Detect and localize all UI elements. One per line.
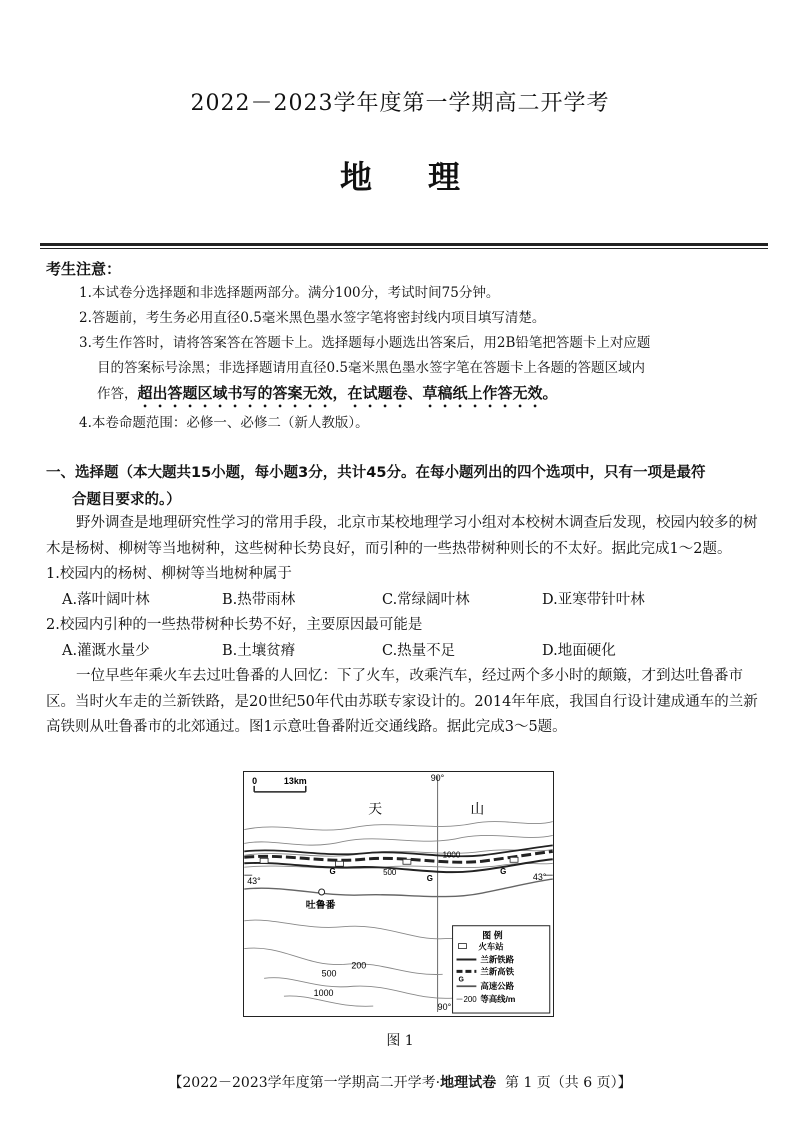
footer-right: 第 1 页（共 6 页）】 [505, 1075, 632, 1091]
section-heading-line2: 合题目要求的。） [72, 492, 181, 508]
q2-option-b: B.土壤贫瘠 [222, 642, 296, 659]
scale-zero: 0 [252, 775, 258, 786]
notice-heading: 考生注意： [46, 260, 122, 278]
figure-caption: 图 1 [386, 1033, 414, 1049]
section-heading-line1: 一、选择题（本大题共15小题，每小题3分，共计45分。在每小题列出的四个选项中，只有一项是最符 [46, 465, 706, 481]
notice-item-3-cont: 目的答案标号涂黑；非选择题请用直径0.5毫米黑色墨水签字笔在答题卡上各题的答题区域内 [97, 360, 645, 376]
q2-option-a: A.灌溉水量少 [62, 642, 150, 659]
contour-lower-3 [264, 978, 452, 999]
station-3 [403, 859, 411, 864]
legend-hsr-g: G [458, 976, 464, 984]
lat-label-right: 43° [532, 872, 547, 883]
passage-2: 一位早些年乘火车去过吐鲁番的人回忆：下了火车，改乘汽车，经过两个多小时的颠簸，才到达吐鲁番市区。当时火车走的兰新铁路，是20世纪50年代由苏联专家设计的。2014年年底，我国自行设计建成通车的兰新高铁则从吐鲁番市的北郊通过。图1示意吐鲁番附近交通线路。据此完成3～5题。 [46, 668, 758, 735]
turpan-city-label: 吐鲁番 [305, 899, 336, 911]
contour-label-1000: 1000 [442, 850, 461, 860]
footer-left: 【2022－2023学年度第一学期高二开学考· [168, 1075, 441, 1091]
g-label-3: G [500, 867, 507, 877]
section-heading [46, 460, 768, 514]
notice-item-1: 1.本试卷分选择题和非选择题两部分。满分100分，考试时间75分钟。 [79, 285, 500, 301]
figure-1-map [243, 771, 554, 1017]
legend-rail-label: 兰新铁路 [480, 954, 515, 965]
q1-option-d: D.亚寒带针叶林 [542, 591, 645, 608]
contour-label-200: 200 [351, 960, 367, 971]
lat-label-left: 43° [247, 876, 261, 887]
contour-lower-2 [244, 948, 442, 974]
footer-bold: 地理试卷 [440, 1075, 497, 1091]
contour-upper-2 [244, 835, 552, 845]
legend-contour-label: 等高线/m [480, 994, 516, 1005]
legend-contour-value: 200 [463, 995, 477, 1005]
legend-hsr-label: 兰新高铁 [480, 966, 515, 977]
question-2-options [46, 639, 768, 665]
notice-item-2: 2.答题前，考生务必用直径0.5毫米黑色墨水签字笔将密封线内项目填写清楚。 [79, 310, 546, 326]
legend-station-label: 火车站 [478, 941, 504, 952]
mountain-label-shan: 山 [470, 801, 485, 818]
g-label-2: G [426, 874, 433, 884]
notice-list [79, 281, 769, 436]
question-block [46, 511, 768, 741]
notice-item-3-cont2 [79, 381, 769, 411]
turpan-city-marker [319, 889, 325, 895]
passage-1: 野外调查是地理研究性学习的常用手段，北京市某校地理学习小组对本校树木调查后发现，校园内较多的树木是杨树、柳树等当地树种，这些树种长势良好，而引种的一些热带树种则长的不太好。据此完成1～2题。 [46, 515, 758, 557]
contour-label-500-low: 500 [321, 968, 337, 979]
q1-option-b: B.热带雨林 [222, 591, 296, 608]
subject-title: 地理 [339, 158, 516, 196]
q2-option-c: C.热量不足 [382, 642, 456, 659]
scale-end: 13km [283, 775, 307, 786]
legend-station-icon [459, 944, 467, 949]
legend-title: 图 例 [482, 930, 503, 941]
contour-500 [244, 879, 552, 896]
notice-emphasis: 超出答题区域书写的答案无效，在试题卷、草稿纸上作答无效。 [137, 384, 558, 402]
turpan-map-svg [244, 772, 553, 1016]
page-footer [0, 1072, 800, 1092]
g-label-1: G [329, 867, 336, 877]
rail-line [244, 859, 552, 872]
contour-label-1000-low: 1000 [313, 988, 334, 999]
lon-label-top: 90° [430, 772, 445, 783]
exam-title: 2022－2023学年度第一学期高二开学考 [190, 91, 610, 116]
station-4 [510, 857, 518, 862]
q1-option-a: A.落叶阔叶林 [62, 591, 150, 608]
notice-item-3-tail: 作答， [97, 386, 138, 402]
q2-option-d: D.地面硬化 [542, 642, 616, 659]
question-1-stem: 1.校园内的杨树、柳树等当地树种属于 [46, 566, 292, 582]
station-2 [336, 861, 344, 866]
q1-option-c: C.常绿阔叶林 [382, 591, 470, 608]
header-rule-thick [40, 243, 768, 246]
lon-label-bottom: 90° [437, 1002, 452, 1013]
contour-label-500: 500 [383, 868, 397, 878]
notice-item-3: 3.考生作答时，请将答案答在答题卡上。选择题每小题选出答案后，用2B铅笔把答题卡上对应题 [79, 335, 651, 351]
question-1-options [46, 588, 768, 614]
station-1 [260, 858, 268, 863]
notice-item-4: 4.本卷命题范围：必修一、必修二（新人教版）。 [79, 415, 369, 431]
contour-upper-1 [244, 822, 552, 830]
legend-highway-label: 高速公路 [480, 981, 515, 992]
header-rule-thin [40, 248, 768, 249]
mountain-label-tian: 天 [368, 801, 383, 818]
question-2-stem: 2.校园内引种的一些热带树种长势不好，主要原因最可能是 [46, 617, 423, 633]
